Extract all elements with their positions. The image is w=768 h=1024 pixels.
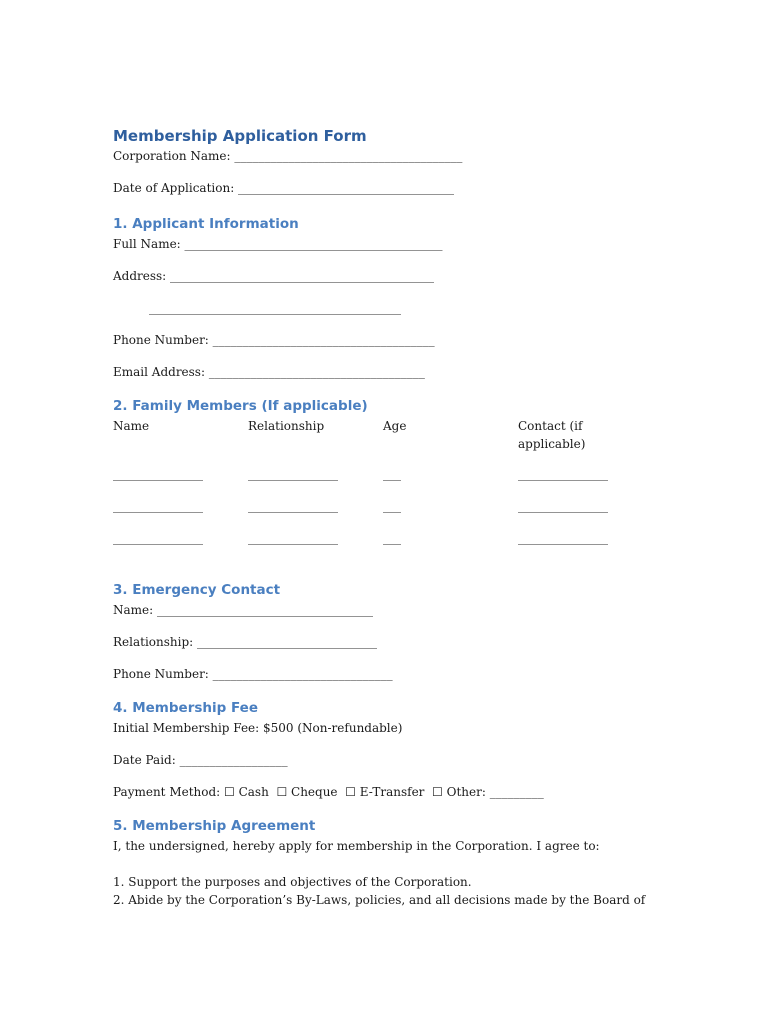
address-field[interactable]: Address: ____________________________________________	[113, 269, 435, 283]
table-header-relationship: Relationship	[248, 419, 325, 433]
document-page	[113, 125, 673, 909]
table-header-contact: Contact (if applicable)	[518, 419, 586, 451]
family-row-3-age[interactable]: ___	[383, 531, 401, 545]
family-row-1-contact[interactable]: _______________	[518, 467, 608, 481]
section-emergency-heading: 3. Emergency Contact	[113, 582, 281, 598]
family-row-3-relationship[interactable]: _______________	[248, 531, 338, 545]
section-family-heading: 2. Family Members (If applicable)	[113, 398, 368, 414]
emergency-relationship-field[interactable]: Relationship: ______________________________	[113, 635, 378, 649]
emergency-phone-field[interactable]: Phone Number: ______________________________	[113, 667, 393, 681]
family-row-3-name[interactable]: _______________	[113, 531, 203, 545]
date-of-application-field[interactable]: Date of Application: ____________________________________	[113, 181, 455, 195]
corporation-name-field[interactable]: Corporation Name: ______________________________________	[113, 149, 463, 163]
family-row-2-name[interactable]: _______________	[113, 499, 203, 513]
email-address-field[interactable]: Email Address: ____________________________________	[113, 365, 425, 379]
section-applicant-heading: 1. Applicant Information	[113, 216, 299, 232]
table-header-name: Name	[113, 419, 150, 433]
full-name-field[interactable]: Full Name: ___________________________________________	[113, 237, 443, 251]
agreement-intro-text: I, the undersigned, hereby apply for membership in the Corporation. I agree to:	[113, 839, 600, 853]
family-row-2-contact[interactable]: _______________	[518, 499, 608, 513]
payment-method-field[interactable]: Payment Method: ☐ Cash ☐ Cheque ☐ E-Transfer ☐ Other: _________	[113, 785, 544, 799]
form-title: Membership Application Form	[113, 127, 367, 145]
family-members-table	[113, 417, 673, 567]
family-row-1-relationship[interactable]: _______________	[248, 467, 338, 481]
family-row-3-contact[interactable]: _______________	[518, 531, 608, 545]
section-fee-heading: 4. Membership Fee	[113, 700, 258, 716]
family-row-2-relationship[interactable]: _______________	[248, 499, 338, 513]
phone-number-field[interactable]: Phone Number: _____________________________________	[113, 333, 435, 347]
emergency-name-field[interactable]: Name: ____________________________________	[113, 603, 373, 617]
agreement-item-2: 2. Abide by the Corporation’s By-Laws, policies, and all decisions made by the Board of	[113, 893, 646, 907]
family-row-1-age[interactable]: ___	[383, 467, 401, 481]
date-paid-field[interactable]: Date Paid: __________________	[113, 753, 288, 767]
table-header-age: Age	[383, 419, 407, 433]
address-line-2-field[interactable]: __________________________________________	[149, 301, 401, 315]
section-agreement-heading: 5. Membership Agreement	[113, 818, 316, 834]
agreement-item-1: 1. Support the purposes and objectives of the Corporation.	[113, 875, 472, 889]
initial-fee-text: Initial Membership Fee: $500 (Non-refundable)	[113, 721, 403, 735]
family-row-2-age[interactable]: ___	[383, 499, 401, 513]
family-row-1-name[interactable]: _______________	[113, 467, 203, 481]
